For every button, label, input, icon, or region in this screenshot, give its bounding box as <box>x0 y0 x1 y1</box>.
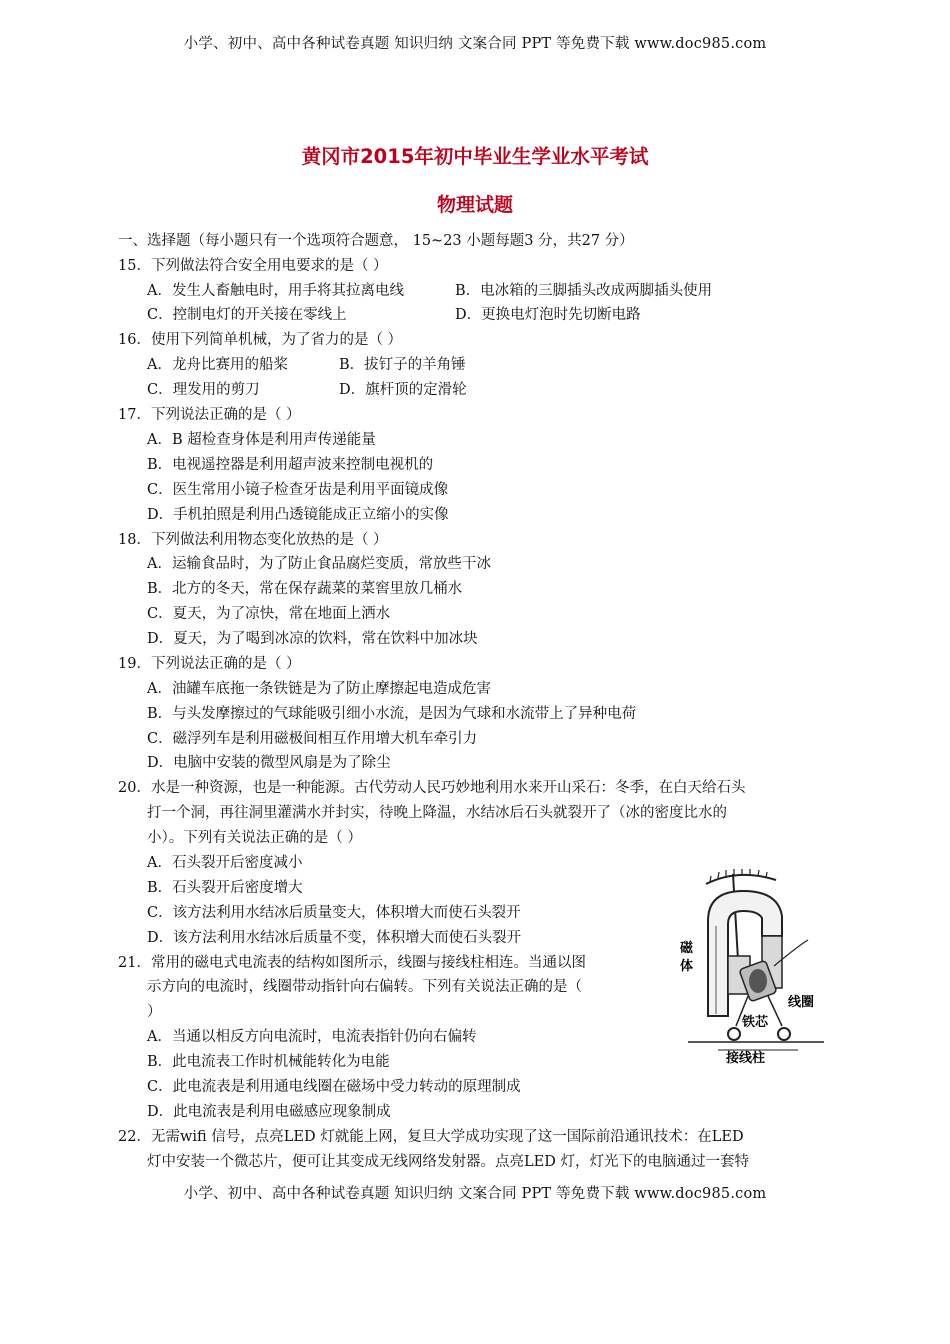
label-magnet-top: 磁 <box>680 941 694 956</box>
question-21-stem-line-3: ） <box>147 1004 162 1020</box>
q16-option-d: D．旗杆顶的定滑轮 <box>339 382 467 398</box>
q15-option-d: D．更换电灯泡时先切断电路 <box>455 307 641 323</box>
label-core: 铁芯 <box>742 1015 769 1030</box>
section-heading: 一、选择题（每小题只有一个选项符合题意， 15~23 小题每题3 分，共27 分） <box>118 233 634 249</box>
page-header: 小学、初中、高中各种试卷真题 知识归纳 文案合同 PPT 等免费下载 www.doc985.com <box>183 36 767 52</box>
question-21-stem-line-2: 示方向的电流时，线圈带动指针向右偏转。下列有关说法正确的是（ <box>147 979 582 995</box>
question-18-stem: 18．下列做法利用物态变化放热的是（ ） <box>118 532 388 548</box>
q17-option-b: B．电视遥控器是利用超声波来控制电视机的 <box>147 457 434 473</box>
q18-option-b: B．北方的冬天，常在保存蔬菜的菜窖里放几桶水 <box>147 581 463 597</box>
q19-option-b: B．与头发摩擦过的气球能吸引细小水流，是因为气球和水流带上了异种电荷 <box>147 706 637 722</box>
q18-option-d: D．夏天，为了喝到冰凉的饮料，常在饮料中加冰块 <box>147 631 478 647</box>
q21-option-b: B．此电流表工作时机械能转化为电能 <box>147 1054 390 1070</box>
q15-option-b: B．电冰箱的三脚插头改成两脚插头使用 <box>455 283 713 299</box>
label-terminal: 接线柱 <box>726 1051 766 1066</box>
question-22-stem-line-1: 22．无需wifi 信号，点亮LED 灯就能上网，复旦大学成功实现了这一国际前沿通讯技术：在LED <box>118 1129 744 1145</box>
question-16-stem: 16．使用下列简单机械，为了省力的是（ ） <box>118 332 403 348</box>
q21-option-a: A．当通以相反方向电流时，电流表指针仍向右偏转 <box>147 1029 477 1045</box>
terminal-left <box>728 1028 740 1040</box>
q15-option-a: A．发生人畜触电时，用手将其拉离电线 <box>147 283 404 299</box>
q18-option-c: C．夏天，为了凉快，常在地面上洒水 <box>147 606 391 622</box>
ammeter-structure-figure <box>678 866 828 1066</box>
q20-option-b: B．石头裂开后密度增大 <box>147 880 303 896</box>
q16-option-b: B．拔钉子的羊角锤 <box>339 357 466 373</box>
q20-option-c: C．该方法利用水结冰后质量变大，体积增大而使石头裂开 <box>147 905 521 921</box>
exam-title: 黄冈市2015年初中毕业生学业水平考试 <box>301 145 649 168</box>
q17-option-a: A．B 超检查身体是利用声传递能量 <box>147 432 376 448</box>
q15-option-c: C．控制电灯的开关接在零线上 <box>147 307 347 323</box>
q19-option-c: C．磁浮列车是利用磁极间相互作用增大机车牵引力 <box>147 731 478 747</box>
q20-option-d: D．该方法利用水结冰后质量不变，体积增大而使石头裂开 <box>147 930 522 946</box>
page-footer: 小学、初中、高中各种试卷真题 知识归纳 文案合同 PPT 等免费下载 www.doc985.com <box>183 1186 767 1202</box>
question-20-stem-line-1: 20．水是一种资源，也是一种能源。古代劳动人民巧妙地利用水来开山采石：冬季，在白天给石头 <box>118 780 746 796</box>
label-coil: 线圈 <box>788 995 815 1010</box>
scale-arc <box>706 875 776 884</box>
question-15-stem: 15．下列做法符合安全用电要求的是（ ） <box>118 258 388 274</box>
question-17-stem: 17．下列说法正确的是（ ） <box>118 407 301 423</box>
terminal-right <box>778 1028 790 1040</box>
q19-option-d: D．电脑中安装的微型风扇是为了除尘 <box>147 755 391 771</box>
q18-option-a: A．运输食品时，为了防止食品腐烂变质，常放些干冰 <box>147 556 491 572</box>
q19-option-a: A．油罐车底拖一条铁链是为了防止摩擦起电造成危害 <box>147 681 491 697</box>
iron-core <box>749 969 767 993</box>
question-20-stem-line-3: 小）。下列有关说法正确的是（ ） <box>147 830 362 846</box>
q17-option-d: D．手机拍照是利用凸透镜能成正立缩小的实像 <box>147 507 449 523</box>
q17-option-c: C．医生常用小镜子检查牙齿是利用平面镜成像 <box>147 482 449 498</box>
question-20-stem-line-2: 打一个洞，再往洞里灌满水并封实，待晚上降温，水结冰后石头就裂开了（冰的密度比水的 <box>147 805 727 821</box>
q16-option-a: A．龙舟比赛用的船桨 <box>147 357 288 373</box>
q21-option-c: C．此电流表是利用通电线圈在磁场中受力转动的原理制成 <box>147 1079 521 1095</box>
q16-option-c: C．理发用的剪刀 <box>147 382 260 398</box>
q20-option-a: A．石头裂开后密度减小 <box>147 855 303 871</box>
wire-right <box>768 996 782 1026</box>
question-19-stem: 19．下列说法正确的是（ ） <box>118 656 301 672</box>
exam-subtitle: 物理试题 <box>436 194 513 216</box>
question-22-stem-line-2: 灯中安装一个微芯片，便可让其变成无线网络发射器。点亮LED 灯，灯光下的电脑通过一套特 <box>147 1154 749 1170</box>
q21-option-d: D．此电流表是利用电磁感应现象制成 <box>147 1104 391 1120</box>
question-21-stem-line-1: 21．常用的磁电式电流表的结构如图所示，线圈与接线柱相连。当通以图 <box>118 955 586 971</box>
label-magnet-bottom: 体 <box>680 959 694 974</box>
